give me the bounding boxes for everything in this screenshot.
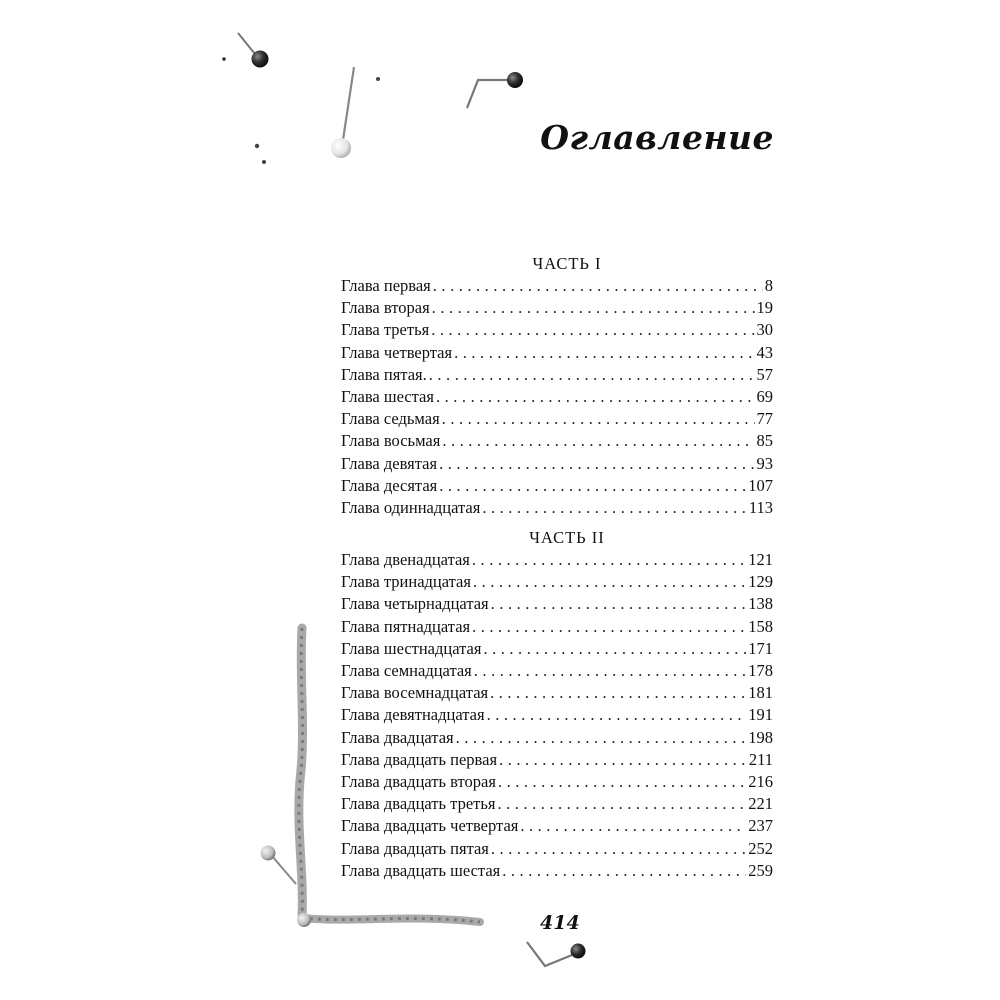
toc-entry <box>341 342 773 364</box>
dot-leader <box>502 860 746 882</box>
toc-entry <box>341 297 773 319</box>
toc-entry <box>341 386 773 408</box>
dot-icon <box>262 160 266 164</box>
toc-entry <box>341 549 773 571</box>
pin-icon <box>238 33 269 68</box>
chapter-title: Глава восьмая <box>341 431 441 451</box>
chapter-list <box>341 275 773 519</box>
chapter-page-number: 138 <box>748 594 773 614</box>
toc-entry <box>341 771 773 793</box>
chapter-title: Глава четырнадцатая <box>341 594 489 614</box>
chapter-title: Глава двадцать третья <box>341 794 496 814</box>
chapter-title: Глава седьмая <box>341 409 440 429</box>
chapter-title: Глава девятая <box>341 453 438 473</box>
chapter-title: Глава двадцать четвертая <box>341 816 519 836</box>
dot-leader <box>482 497 747 519</box>
dot-leader <box>491 838 746 860</box>
dot-leader <box>498 771 746 793</box>
dot-leader <box>473 571 746 593</box>
chapter-title: Глава пятая. <box>341 364 427 384</box>
chapter-title: Глава двадцать пятая <box>341 838 489 858</box>
chapter-title: Глава четвертая <box>341 342 453 362</box>
chapter-page-number: 191 <box>748 705 773 725</box>
dot-leader <box>497 793 746 815</box>
chapter-title: Глава семнадцатая <box>341 661 472 680</box>
chapter-page-number: 121 <box>748 550 773 570</box>
dot-leader <box>431 319 754 341</box>
chapter-title: Глава шестая <box>341 386 434 406</box>
chapter-page-number: 93 <box>756 453 773 473</box>
chapter-page-number: 221 <box>748 794 773 814</box>
toc-entry <box>341 749 773 771</box>
page-title: Оглавление <box>540 118 774 157</box>
chapter-title: Глава восемнадцатая <box>341 683 489 703</box>
dot-leader <box>454 342 754 364</box>
chapter-page-number: 19 <box>756 298 773 318</box>
toc-entry <box>341 682 773 704</box>
part-heading: ЧАСТЬ I <box>532 254 602 273</box>
pin-icon <box>331 67 354 158</box>
toc-entry <box>341 660 773 682</box>
pin-icon <box>297 913 311 927</box>
toc-entry <box>341 593 773 615</box>
dot-leader <box>433 275 763 297</box>
toc-entry <box>341 571 773 593</box>
chapter-title: Глава шестнадцатая <box>341 638 482 658</box>
dot-leader <box>472 549 746 571</box>
chapter-page-number: 252 <box>748 838 773 858</box>
chapter-page-number: 158 <box>748 616 773 636</box>
toc-entry <box>341 793 773 815</box>
chapter-page-number: 198 <box>748 727 773 747</box>
chapter-title: Глава девятнадцатая <box>341 705 485 725</box>
chapter-page-number: 181 <box>748 683 773 703</box>
toc-entry <box>341 838 773 860</box>
pin-icon <box>467 72 523 108</box>
dot-leader <box>474 660 746 682</box>
chapter-page-number: 113 <box>748 497 773 517</box>
chapter-title: Глава двенадцатая <box>341 550 470 570</box>
dot-icon <box>255 144 259 148</box>
chapter-page-number: 8 <box>764 276 773 295</box>
chapter-title: Глава пятнадцатая <box>341 616 471 636</box>
toc-entry <box>341 475 773 497</box>
table-of-contents <box>341 253 773 882</box>
chapter-title: Глава десятая <box>341 475 438 495</box>
toc-entry <box>341 727 773 749</box>
chapter-title: Глава первая <box>341 276 431 295</box>
chapter-page-number: 43 <box>756 342 773 362</box>
chapter-page-number: 129 <box>748 572 773 592</box>
chapter-page-number: 211 <box>748 749 773 769</box>
chapter-page-number: 85 <box>756 431 773 451</box>
dot-leader <box>491 593 747 615</box>
dot-icon <box>376 77 380 81</box>
chapter-title: Глава вторая <box>341 298 430 318</box>
page-number: 414 <box>540 912 580 934</box>
dot-leader <box>499 749 747 771</box>
toc-entry <box>341 275 773 297</box>
chapter-page-number: 57 <box>756 364 773 384</box>
chapter-title: Глава двадцать первая <box>341 749 498 769</box>
chapter-page-number: 237 <box>748 816 773 836</box>
chapter-title: Глава одиннадцатая <box>341 497 481 517</box>
chapter-title: Глава двадцать вторая <box>341 771 496 791</box>
dot-leader <box>442 408 755 430</box>
dot-icon <box>222 57 226 61</box>
part-heading: ЧАСТЬ II <box>529 528 605 548</box>
pin-icon <box>527 942 586 966</box>
dot-leader <box>442 430 754 452</box>
dot-leader <box>456 727 747 749</box>
chapter-title: Глава третья <box>341 320 430 340</box>
toc-entry <box>341 430 773 452</box>
toc-entry <box>341 364 773 386</box>
chapter-page-number: 216 <box>748 771 773 791</box>
chapter-title: Глава тринадцатая <box>341 572 471 592</box>
toc-entry <box>341 638 773 660</box>
toc-entry <box>341 453 773 475</box>
chapter-title: Глава двадцать шестая <box>341 860 501 880</box>
dot-leader <box>439 475 746 497</box>
chapter-page-number: 171 <box>748 638 773 658</box>
toc-entry <box>341 319 773 341</box>
dot-leader <box>472 616 746 638</box>
pin-icon <box>261 846 297 885</box>
dot-leader <box>429 364 755 386</box>
chapter-page-number: 259 <box>748 860 773 880</box>
dot-leader <box>487 704 747 726</box>
toc-entry <box>341 497 773 519</box>
toc-entry <box>341 860 773 882</box>
dot-leader <box>483 638 746 660</box>
chapter-title: Глава двадцатая <box>341 727 454 747</box>
chapter-page-number: 30 <box>756 320 773 340</box>
chapter-page-number: 77 <box>756 409 773 429</box>
dot-leader <box>436 386 755 408</box>
chapter-list <box>341 549 773 882</box>
toc-entry <box>341 815 773 837</box>
chapter-page-number: 178 <box>748 661 773 680</box>
toc-entry <box>341 408 773 430</box>
toc-entry <box>341 616 773 638</box>
dot-leader <box>520 815 746 837</box>
dot-leader <box>490 682 746 704</box>
dot-leader <box>439 453 754 475</box>
chapter-page-number: 69 <box>756 386 773 406</box>
chapter-page-number: 107 <box>748 475 773 495</box>
dot-leader <box>432 297 755 319</box>
toc-entry <box>341 704 773 726</box>
